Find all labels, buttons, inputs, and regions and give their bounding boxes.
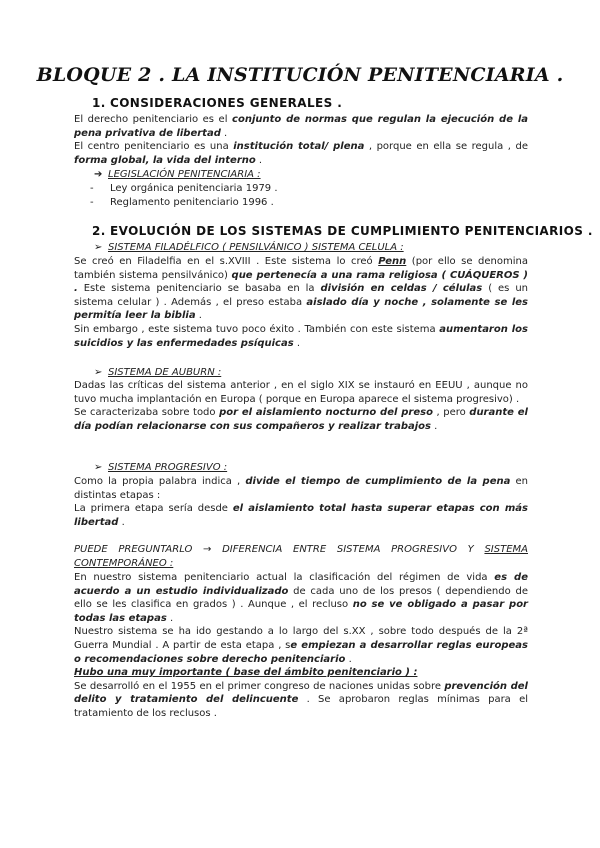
filadelfico-paragraphs xyxy=(74,255,528,350)
paragraph: Como la propia palabra indica , divide el tiempo de cumplimiento de la pena en distintas etapas : xyxy=(74,476,528,501)
contemporaneo-paragraphs xyxy=(74,571,528,721)
paragraph: La primera etapa sería desde el aislamiento total hasta superar etapas con más libertad . xyxy=(74,503,528,528)
arrow-icon: ➢ xyxy=(94,367,103,378)
list-item: - Ley orgánica penitenciaria 1979 . xyxy=(90,183,278,194)
arrow-icon: ➔ xyxy=(94,169,103,180)
progresivo-paragraphs xyxy=(74,475,528,529)
subheading-auburn: ➢ SISTEMA DE AUBURN : xyxy=(94,367,222,378)
paragraph: En nuestro sistema penitenciario actual la clasificación del régimen de vida es de acuerdo a un estudio individualizado de cada uno de los presos ( dependiendo de ello se les clasifica en grados ) . Aunque , el recluso no se ve obligado a pasar por todas las etapas . xyxy=(74,572,528,624)
section-2-heading xyxy=(92,224,593,238)
section-number: 1. xyxy=(92,96,106,110)
paragraph: Sin embargo , este sistema tuvo poco éxito . También con este sistema aumentaron los suicidios y las enfermedades psíquicas . xyxy=(74,323,528,349)
auburn-paragraphs xyxy=(74,379,528,433)
paragraph: El centro penitenciario es una institución total/ plena , porque en ella se regula , de forma global, la vida del interno . xyxy=(74,141,528,166)
document-title: BLOQUE 2 . LA INSTITUCIÓN PENITENCIARIA . xyxy=(36,64,564,86)
arrow-icon: ➢ xyxy=(94,462,103,473)
paragraph: PUEDE PREGUNTARLO → DIFERENCIA ENTRE SISTEMA PROGRESIVO Y SISTEMA CONTEMPORÁNEO : xyxy=(74,544,528,569)
section-1-paragraphs xyxy=(74,113,528,167)
paragraph: Se creó en Filadelfia en el s.XVIII . Este sistema lo creó Penn (por ello se denomina también sistema pensilvánico) que pertenecía a una rama religiosa ( CUÁQUEROS ) . Este sistema penitenciario se basaba en la división en celdas / células ( es un sistema celular ) . Además , el preso estaba aislado día y noche , solamente se les permitía leer la biblia . xyxy=(74,256,529,322)
paragraph: Se caracterizaba sobre todo por el aislamiento nocturno del preso , pero durante el día podían relacionarse con sus compañeros y realizar trabajos . xyxy=(74,407,528,432)
paragraph: Dadas las críticas del sistema anterior , en el siglo XIX se instauró en EEUU , aunque no tuvo mucha implantación en Europa ( porque en Europa aparece el sistema progresivo) . xyxy=(74,380,528,405)
subheading-filadelfico: ➢ SISTEMA FILADÉLFICO ( PENSILVÁNICO ) SISTEMA CELULA : xyxy=(94,242,404,253)
exam-note xyxy=(74,543,528,570)
subheading-progresivo: ➢ SISTEMA PROGRESIVO : xyxy=(94,462,228,473)
paragraph: Hubo una muy importante ( base del ámbito penitenciario ) : xyxy=(74,667,418,679)
arrow-icon: ➢ xyxy=(94,242,103,253)
list-item: - Reglamento penitenciario 1996 . xyxy=(90,196,274,208)
section-1-heading xyxy=(92,96,342,110)
section-title: EVOLUCIÓN DE LOS SISTEMAS DE CUMPLIMIENTO PENITENCIARIOS . xyxy=(110,224,593,238)
subheading-legislacion: ➔ LEGISLACIÓN PENITENCIARIA : xyxy=(94,169,261,180)
paragraph: Nuestro sistema se ha ido gestando a lo largo del s.XX , sobre todo después de la 2ª Guerra Mundial . A partir de esta etapa , se empiezan a desarrollar reglas europeas o recomendaciones sobre derecho penitenciario . xyxy=(74,626,528,665)
paragraph: Se desarrolló en el 1955 en el primer congreso de naciones unidas sobre prevención del delito y tratamiento del delincuente . Se aprobaron reglas mínimas para el tratamiento de los reclusos . xyxy=(74,680,528,719)
legislation-list xyxy=(90,182,278,209)
paragraph: El derecho penitenciario es el conjunto de normas que regulan la ejecución de la pena privativa de libertad . xyxy=(74,114,528,139)
section-title: CONSIDERACIONES GENERALES . xyxy=(110,96,343,110)
section-number: 2. xyxy=(92,224,106,238)
